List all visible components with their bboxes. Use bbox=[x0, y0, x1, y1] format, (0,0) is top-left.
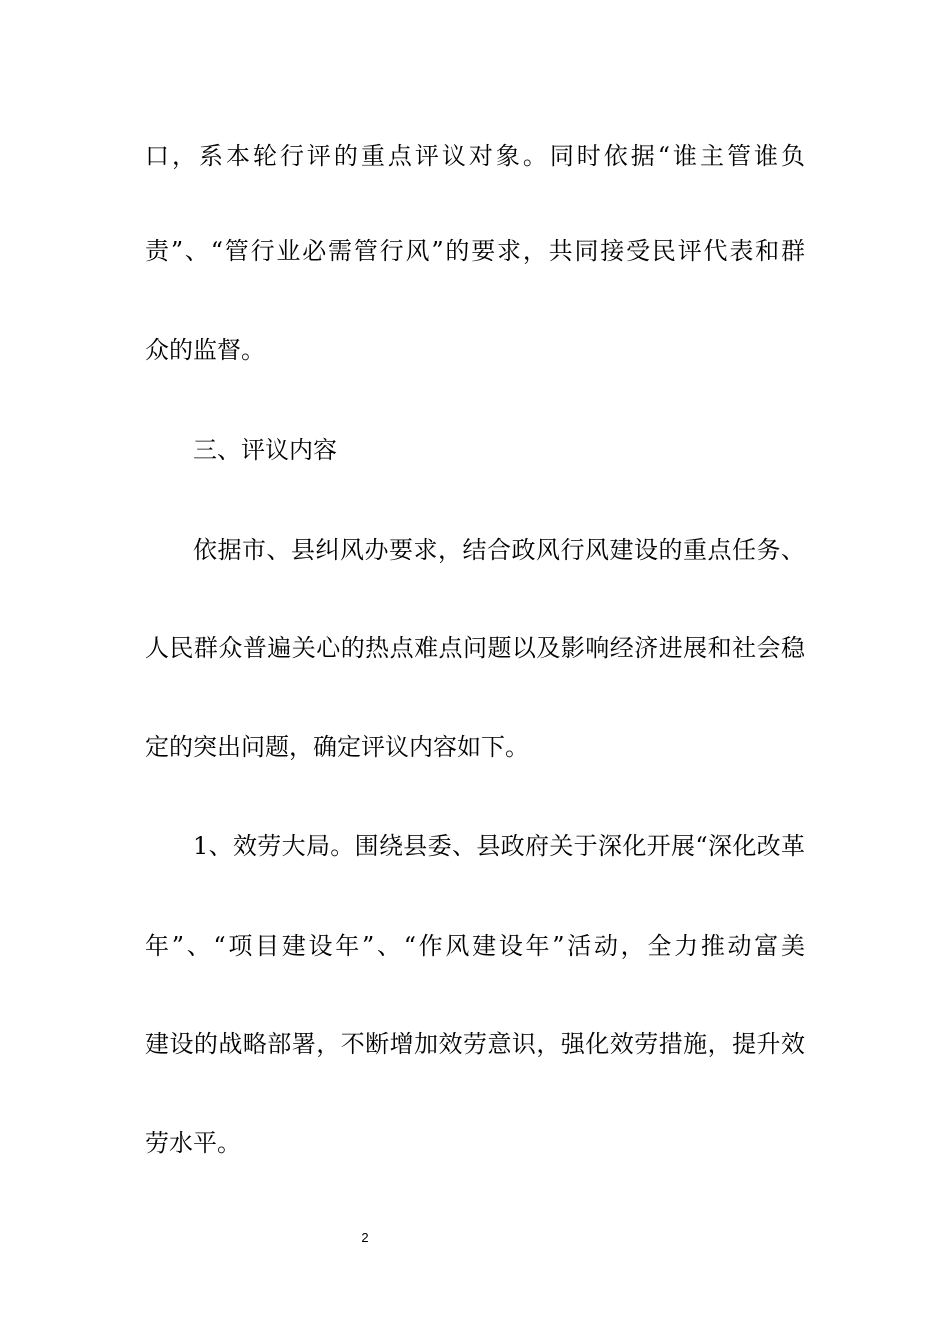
page-number: 2 bbox=[361, 1230, 369, 1245]
paragraph-3-line-2: 年”、“项目建设年”、“作风建设年”活动，全力推动富美 bbox=[145, 932, 805, 960]
paragraph-1-line-2: 责”、“管行业必需管行风”的要求，共同接受民评代表和群 bbox=[145, 237, 805, 265]
paragraph-2-line-1: 依据市、县纠风办要求，结合政风行风建设的重点任务、 bbox=[193, 536, 805, 564]
paragraph-1-line-1: 口，系本轮行评的重点评议对象。同时依据“谁主管谁负 bbox=[145, 142, 805, 170]
paragraph-3-line-4: 劳水平。 bbox=[145, 1129, 241, 1157]
paragraph-2-line-2: 人民群众普遍关心的热点难点问题以及影响经济进展和社会稳 bbox=[145, 634, 805, 662]
paragraph-3-line-1: 1、效劳大局。围绕县委、县政府关于深化开展“深化改革 bbox=[193, 832, 805, 860]
paragraph-1-line-3: 众的监督。 bbox=[145, 336, 265, 364]
section-heading-3: 三、评议内容 bbox=[193, 436, 337, 464]
paragraph-3-line-3: 建设的战略部署，不断增加效劳意识，强化效劳措施，提升效 bbox=[145, 1030, 805, 1058]
paragraph-2-line-3: 定的突出问题，确定评议内容如下。 bbox=[145, 733, 529, 761]
